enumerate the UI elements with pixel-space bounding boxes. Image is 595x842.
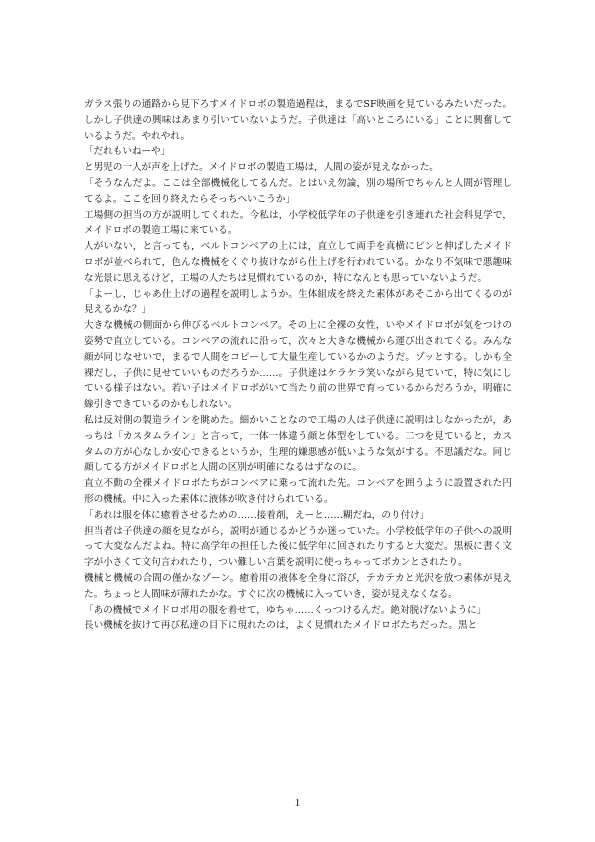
paragraph: 私は反対側の製造ラインを眺めた。細かいことなので工場の人は子供達に説明はしなかったが，あっちは「カスタムライン」と言って，一体一体違う顔と体型をしている。二つを見ていると，カスタムの方が心なしか安心できるというか，生理的嫌悪感が低いような気がする。不思議だな。同じ顔してる方がメイドロボと人間の区別が明確になるはずなのに。 (84, 414, 512, 474)
paragraph: 担当者は子供達の顔を見ながら，説明が通じるかどうか迷っていた。小学校低学年の子供への説明って大変なんだよね。特に高学年の担任した後に低学年に回されたりすると大変だ。黒板に書く文字が小さくて文句言われたり，つい難しい言葉を説明に使っちゃってポカンとされたり。 (84, 525, 512, 569)
paragraph: 「あの機械でメイドロボ用の服を着せて，ゆちゃ……くっつけるんだ。絶対脱げないように」 (84, 604, 487, 616)
paragraph: 機械と機械の合間の僅かなゾーン。癒着用の液体を全身に浴び，テカテカと光沢を放つ素体が見えた。ちょっと人間味が薄れたかな。すぐに次の機械に入っていき，姿が見えなくなる。 (84, 572, 512, 600)
paragraph: 「よーし，じゃあ仕上げの過程を説明しようか。生体組成を終えた素体があそこから出てくるのが見えるかな？」 (84, 288, 512, 316)
paragraph: 直立不動の全裸メイドロボたちがコンベアに乗って流れた先。コンベアを囲うように設置された円形の機械。中に入った素体に液体が吹き付けられている。 (84, 478, 512, 505)
paragraph: 「だれもいねーや」 (84, 146, 171, 158)
page-number: 1 (294, 797, 301, 809)
paragraph: 工場側の担当の方が説明してくれた。今私は，小学校低学年の子供達を引き連れた社会科見学で，メイドロボの製造工場に来ている。 (84, 209, 512, 237)
paragraph: 長い機械を抜けて再び私達の目下に現れたのは，よく見慣れたメイドロボたちだった。黒と (84, 620, 478, 632)
paragraph: 人がいない，と言っても，ベルトコンベアの上には，直立して両手を真横にピンと伸ばしたメイドロボが並べられて，色んな機械をくぐり抜けながら仕上げを行われている。かなり不気味で悪趣味な光景に思えるけど，工場の人たちは見慣れているのか，特になんとも思っていないようだ。 (84, 241, 512, 284)
paragraph: と男児の一人が声を上げた。メイドロボの製造工場は，人間の姿が見えなかった。 (84, 162, 439, 174)
body-text (84, 97, 512, 634)
paragraph: 「そうなんだよ。ここは全部機械化してるんだ。とはいえ勿論，別の場所でちゃんと人間が管理してるよ。ここを回り終えたらそっちへいこうか」 (84, 177, 512, 205)
paragraph: ガラス張りの通路から見下ろすメイドロボの製造過程は，まるでSF映画を見ているみたいだった。しかし子供達の興味はあまり引いていないようだ。子供達は「高いところにいる」ことに興奮しているようだ。やれやれ。 (84, 99, 512, 142)
paragraph: 「あれは服を体に癒着させるための……接着剤，えーと……糊だね，のり付け」 (84, 509, 430, 521)
paragraph: 大きな機械の側面から伸びるベルトコンベア。その上に全裸の女性，いやメイドロボが気をつけの姿勢で直立している。コンベアの流れに沿って，次々と大きな機械から運び出されてくる。みんな顔が同じなせいで，まるで人間をコピーして大量生産しているかのようだ。ゾッとする。しかも全裸だし，子供に見せていいものだろうか……。子供達はケラケラ笑いながら見ていて，特に気にしている様子はない。若い子はメイドロボがいて当たり前の世界で育っているからだろうか，明確に線引きできているのかもしれない。 (84, 320, 512, 411)
